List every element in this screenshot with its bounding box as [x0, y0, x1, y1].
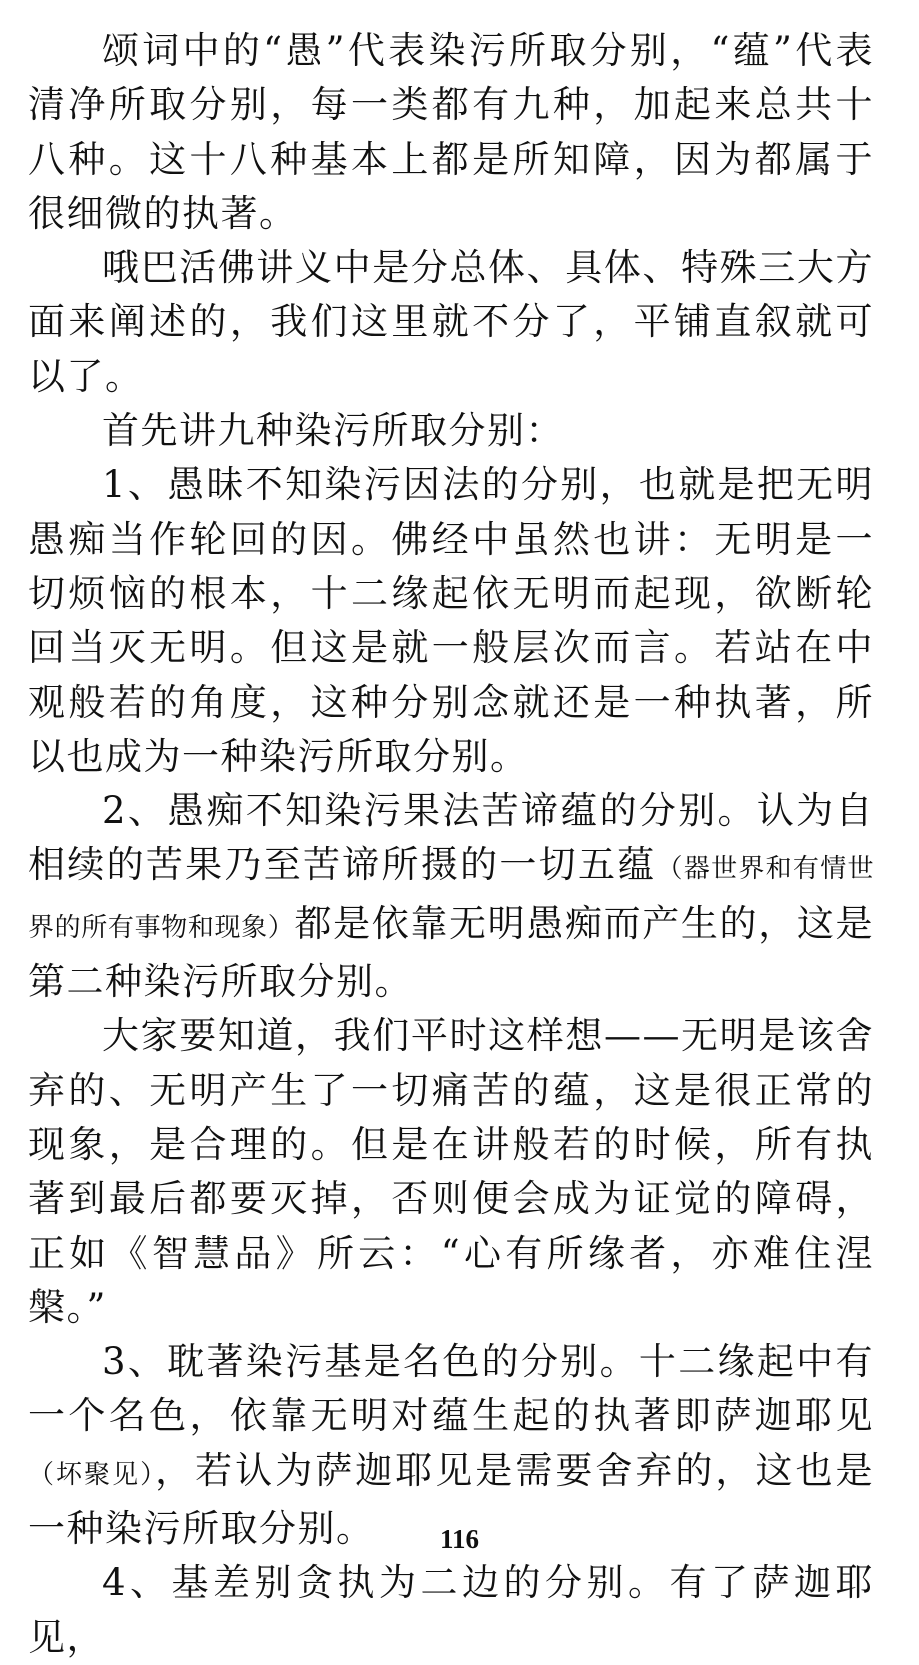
paragraph-5-text-b: 都是依靠无明愚痴而产生的，这是第二种染污所取分别。 — [28, 901, 874, 1004]
paragraph-8: 4、基差别贪执为二边的分别。有了萨迦耶见， — [28, 1561, 874, 1659]
paragraph-5-annotation: （器世界和有情世界的所有事物和现象） — [28, 854, 874, 943]
page-number: 116 — [439, 1524, 479, 1554]
page-body — [28, 24, 874, 1665]
paragraph-6: 大家要知道，我们平时这样想——无明是该舍弃的、无明产生了一切痛苦的蕴，这是很正常的现象，是合理的。但是在讲般若的时候，所有执著到最后都要灭掉，否则便会成为证觉的障碍，正如《智慧品》所云：“心有所缘者，亦难住涅槃。” — [28, 1014, 874, 1329]
paragraph-5 — [28, 784, 874, 1009]
paragraph-4: 1、愚昧不知染污因法的分别，也就是把无明愚痴当作轮回的因。佛经中虽然也讲：无明是一切烦恼的根本，十二缘起依无明而起现，欲断轮回当灭无明。但这是就一般层次而言。若站在中观般若的角度，这种分别念就还是一种执著，所以也成为一种染污所取分别。 — [28, 463, 874, 778]
paragraph-3: 首先讲九种染污所取分别： — [102, 409, 564, 453]
paragraph-7-text-a: 3、耽著染污基是名色的分别。十二缘起中有一个名色，依靠无明对蕴生起的执著即萨迦耶见 — [28, 1340, 874, 1438]
paragraph-7-annotation: （坏聚见） — [28, 1459, 156, 1490]
paragraph-5-text-a: 2、愚痴不知染污果法苦谛蕴的分别。认为自相续的苦果乃至苦谛所摄的一切五蕴 — [28, 789, 874, 887]
paragraph-7-text-b: ，若认为萨迦耶见是需要舍弃的，这也是一种染污所取分别。 — [28, 1448, 874, 1551]
paragraph-2: 哦巴活佛讲义中是分总体、具体、特殊三大方面来阐述的，我们这里就不分了，平铺直叙就可以了。 — [28, 246, 874, 398]
paragraph-1: 颂词中的“愚”代表染污所取分别，“蕴”代表清净所取分别，每一类都有九种，加起来总共十八种。这十八种基本上都是所知障，因为都属于很细微的执著。 — [28, 29, 874, 235]
